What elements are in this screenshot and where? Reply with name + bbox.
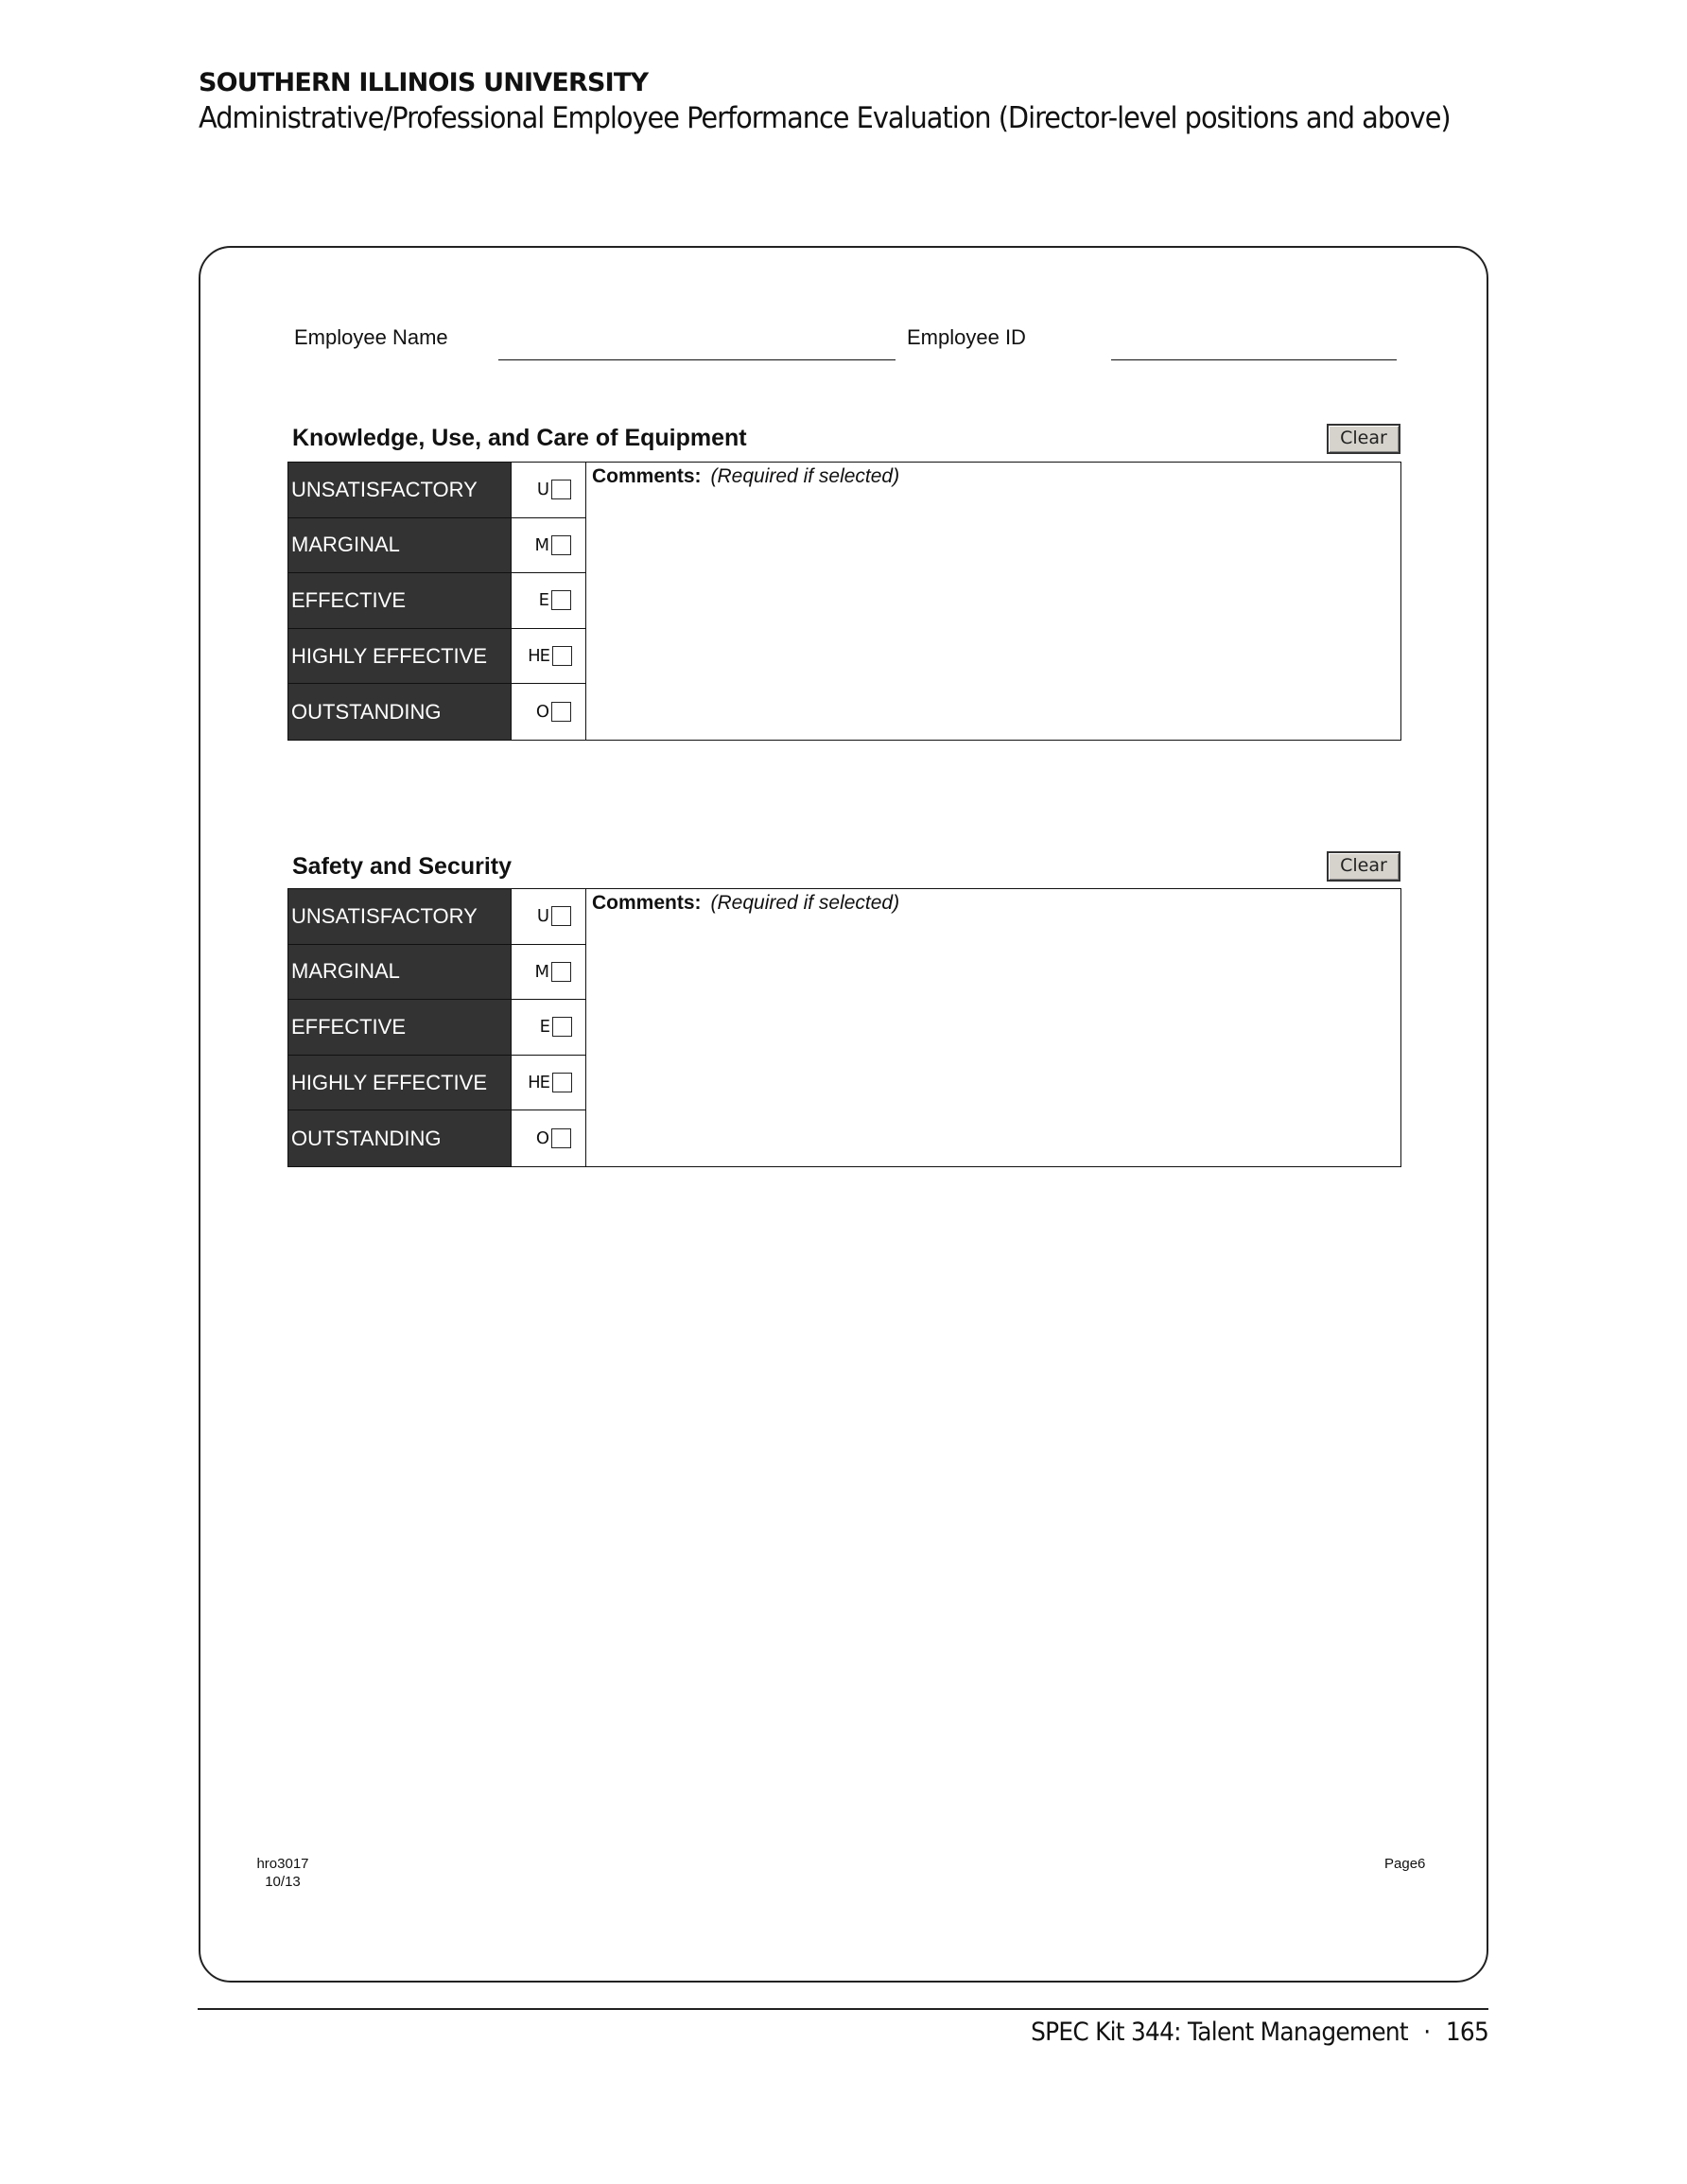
rating-row-effective	[288, 573, 586, 629]
rating-row-effective	[288, 1000, 586, 1056]
rating-code: E	[539, 1017, 549, 1038]
checkbox-outstanding[interactable]	[551, 702, 571, 722]
rating-row-unsatisfactory	[288, 889, 586, 945]
form-code: hro3017	[256, 1856, 309, 1872]
clear-button-safety[interactable]: Clear	[1327, 851, 1400, 882]
rating-row-outstanding	[288, 684, 586, 740]
rating-code: M	[534, 961, 548, 982]
rating-code-cell	[512, 889, 586, 944]
rating-label: HIGHLY EFFECTIVE	[288, 629, 512, 684]
rating-label: OUTSTANDING	[288, 684, 512, 740]
rating-label: EFFECTIVE	[288, 573, 512, 628]
rating-label: HIGHLY EFFECTIVE	[288, 1056, 512, 1110]
comments-field-safety[interactable]	[586, 889, 1400, 1166]
employee-name-label: Employee Name	[294, 325, 448, 349]
rating-code: U	[536, 480, 548, 500]
checkbox-highly-effective[interactable]	[552, 1073, 572, 1092]
checkbox-unsatisfactory[interactable]	[551, 480, 571, 499]
rating-label: OUTSTANDING	[288, 1110, 512, 1166]
employee-name-field[interactable]	[498, 359, 896, 360]
rating-code: O	[535, 1128, 548, 1149]
comments-note: (Required if selected)	[710, 465, 900, 487]
page-number: 165	[1445, 2018, 1488, 2047]
publication-title: SPEC Kit 344: Talent Management	[1031, 2018, 1408, 2047]
comments-field-equipment[interactable]	[586, 463, 1400, 740]
comments-note: (Required if selected)	[710, 892, 900, 914]
rating-row-outstanding	[288, 1110, 586, 1166]
employee-id-label: Employee ID	[907, 325, 1026, 349]
form-code-block	[252, 1855, 314, 1891]
page-footer	[1031, 2018, 1488, 2047]
checkbox-unsatisfactory[interactable]	[551, 906, 571, 926]
comments-label: Comments:	[592, 465, 702, 487]
rating-code: M	[534, 534, 548, 555]
rating-table-equipment	[287, 462, 1401, 741]
form-date: 10/13	[265, 1874, 301, 1890]
checkbox-effective[interactable]	[552, 1017, 572, 1037]
form-title: Administrative/Professional Employee Performance Evaluation (Director-level positions and above)	[199, 101, 1451, 135]
rating-options	[288, 463, 586, 740]
rating-code: HE	[528, 646, 549, 667]
rating-row-unsatisfactory	[288, 463, 586, 518]
rating-row-highly-effective	[288, 629, 586, 685]
rating-code: O	[535, 702, 548, 723]
rating-code-cell	[512, 1110, 586, 1166]
rating-code-cell	[512, 463, 586, 517]
rating-code-cell	[512, 518, 586, 573]
rating-code: E	[538, 590, 548, 611]
rating-table-safety	[287, 888, 1401, 1167]
section-title-safety: Safety and Security	[292, 853, 513, 880]
rating-code: U	[536, 906, 548, 927]
rating-row-marginal	[288, 945, 586, 1001]
rating-code-cell	[512, 945, 586, 1000]
rating-row-highly-effective	[288, 1056, 586, 1111]
footer-separator: ·	[1423, 2018, 1431, 2047]
rating-label: UNSATISFACTORY	[288, 463, 512, 517]
comments-label: Comments:	[592, 892, 702, 914]
rating-code-cell	[512, 1056, 586, 1110]
checkbox-outstanding[interactable]	[551, 1128, 571, 1148]
checkbox-marginal[interactable]	[551, 535, 571, 555]
rating-code-cell	[512, 573, 586, 628]
checkbox-effective[interactable]	[551, 590, 571, 610]
rating-code: HE	[528, 1073, 549, 1093]
footer-rule	[198, 2008, 1488, 2010]
rating-label: EFFECTIVE	[288, 1000, 512, 1055]
form-page-label: Page6	[1384, 1856, 1426, 1872]
clear-button-equipment[interactable]: Clear	[1327, 424, 1400, 454]
rating-label: UNSATISFACTORY	[288, 889, 512, 944]
rating-code-cell	[512, 684, 586, 740]
institution-name: SOUTHERN ILLINOIS UNIVERSITY	[199, 68, 649, 97]
checkbox-marginal[interactable]	[551, 962, 571, 982]
section-title-equipment: Knowledge, Use, and Care of Equipment	[292, 425, 747, 451]
rating-label: MARGINAL	[288, 518, 512, 573]
checkbox-highly-effective[interactable]	[552, 646, 572, 666]
rating-options	[288, 889, 586, 1166]
employee-id-field[interactable]	[1111, 359, 1397, 360]
rating-code-cell	[512, 629, 586, 684]
rating-row-marginal	[288, 518, 586, 574]
rating-label: MARGINAL	[288, 945, 512, 1000]
rating-code-cell	[512, 1000, 586, 1055]
